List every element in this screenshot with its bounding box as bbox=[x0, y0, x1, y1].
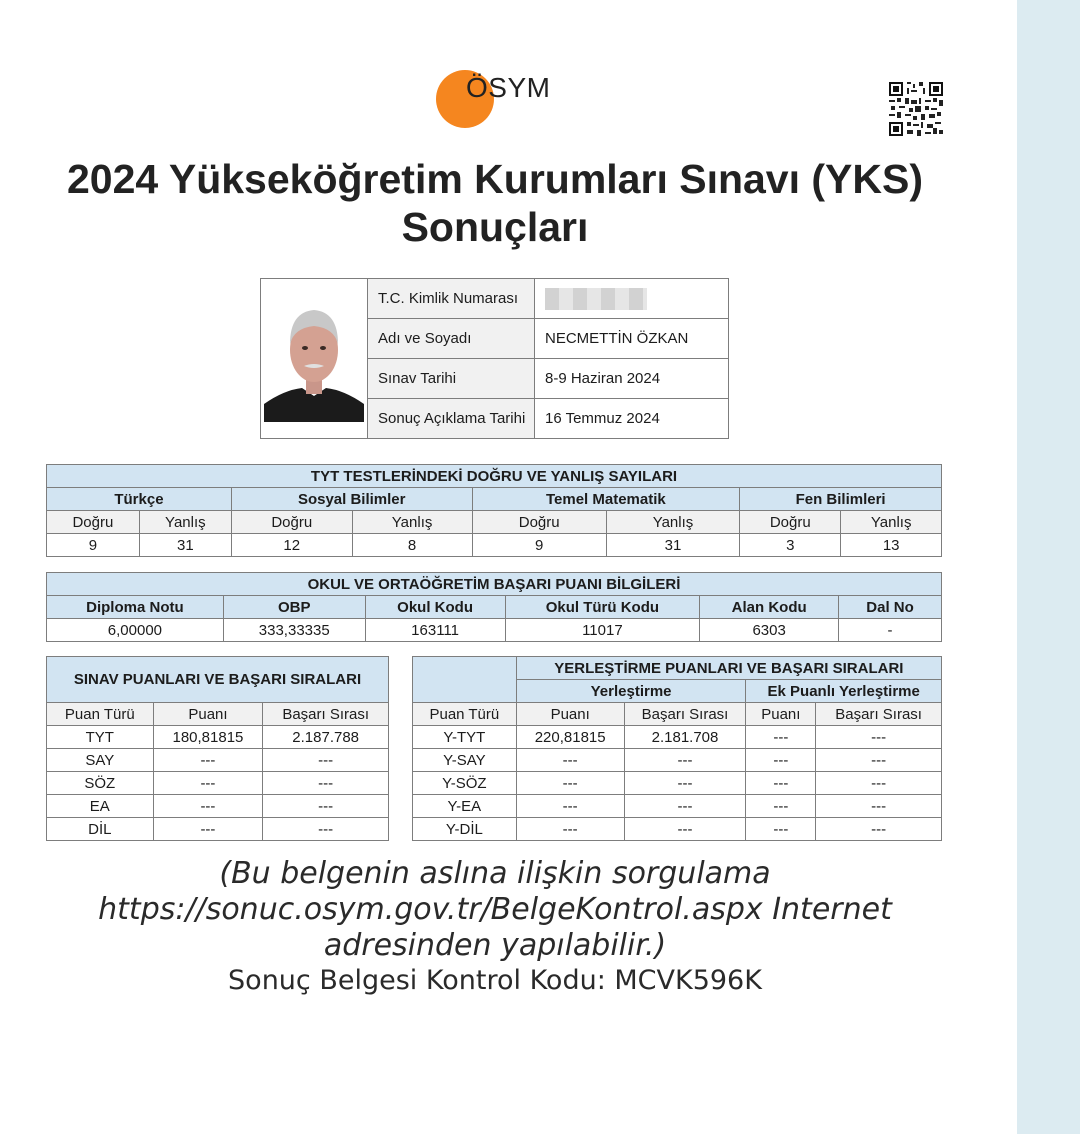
table-row bbox=[47, 726, 389, 749]
table-row bbox=[47, 795, 389, 818]
dogru-header: Doğru bbox=[472, 511, 606, 534]
table-cell: Y-SÖZ bbox=[413, 772, 517, 795]
table-cell: 3 bbox=[740, 534, 841, 557]
table-cell: 12 bbox=[231, 534, 352, 557]
table-row bbox=[413, 749, 942, 772]
table-cell: --- bbox=[153, 749, 263, 772]
tyt-table-title: TYT TESTLERİNDEKİ DOĞRU VE YANLIŞ SAYILARI bbox=[47, 465, 942, 488]
column-header: Puan Türü bbox=[47, 703, 154, 726]
table-cell: 13 bbox=[841, 534, 942, 557]
table-cell: 163111 bbox=[365, 619, 505, 642]
table-cell: 220,81815 bbox=[516, 726, 624, 749]
table-cell: --- bbox=[816, 795, 942, 818]
yerlestirme-table-title: YERLEŞTİRME PUANLARI VE BAŞARI SIRALARI bbox=[516, 657, 941, 680]
table-cell: DİL bbox=[47, 818, 154, 841]
table-cell: 9 bbox=[472, 534, 606, 557]
table-cell: --- bbox=[624, 818, 746, 841]
yerlestirme-group-header: Yerleştirme bbox=[516, 680, 746, 703]
table-cell: --- bbox=[816, 818, 942, 841]
table-cell: Y-DİL bbox=[413, 818, 517, 841]
table-row bbox=[47, 818, 389, 841]
table-cell: - bbox=[839, 619, 942, 642]
page-title bbox=[30, 155, 960, 251]
dogru-header: Doğru bbox=[740, 511, 841, 534]
photo-cell bbox=[261, 279, 368, 439]
table-cell: --- bbox=[263, 818, 389, 841]
qr-code-icon bbox=[889, 82, 943, 136]
osym-logo bbox=[436, 70, 566, 130]
table-cell: --- bbox=[746, 772, 816, 795]
tyt-section-header: Temel Matematik bbox=[472, 488, 740, 511]
yerlestirme-puanlari-table bbox=[412, 656, 942, 841]
title-line-1: 2024 Yükseköğretim Kurumları Sınavı (YKS) bbox=[66, 156, 923, 202]
control-code: Sonuç Belgesi Kontrol Kodu: MCVK596K bbox=[228, 965, 762, 996]
table-cell: --- bbox=[153, 818, 263, 841]
sinav-puanlari-table bbox=[46, 656, 389, 841]
table-cell: EA bbox=[47, 795, 154, 818]
table-cell: 11017 bbox=[505, 619, 700, 642]
table-cell: Y-SAY bbox=[413, 749, 517, 772]
table-cell: --- bbox=[516, 772, 624, 795]
table-cell: --- bbox=[624, 749, 746, 772]
table-cell: --- bbox=[263, 772, 389, 795]
table-cell: 333,33335 bbox=[223, 619, 365, 642]
column-header: Başarı Sırası bbox=[624, 703, 746, 726]
table-cell: 9 bbox=[47, 534, 140, 557]
ek-puanli-group-header: Ek Puanlı Yerleştirme bbox=[746, 680, 942, 703]
table-cell: --- bbox=[263, 749, 389, 772]
table-cell: --- bbox=[816, 772, 942, 795]
label-ad-soyad: Adı ve Soyadı bbox=[368, 319, 535, 359]
column-header: Başarı Sırası bbox=[263, 703, 389, 726]
tyt-dogru-yanlis-table bbox=[46, 464, 942, 557]
table-cell: --- bbox=[746, 818, 816, 841]
column-header: Puanı bbox=[153, 703, 263, 726]
table-cell: 180,81815 bbox=[153, 726, 263, 749]
value-tc-kimlik bbox=[535, 279, 729, 319]
sinav-table-title: SINAV PUANLARI VE BAŞARI SIRALARI bbox=[47, 657, 389, 703]
yanlis-header: Yanlış bbox=[606, 511, 739, 534]
column-header: Dal No bbox=[839, 596, 942, 619]
table-cell: 31 bbox=[139, 534, 231, 557]
verification-url-line: https://sonuc.osym.gov.tr/BelgeKontrol.aspx Internet bbox=[98, 892, 892, 927]
candidate-info-table bbox=[260, 278, 729, 439]
redacted-id-mask bbox=[545, 288, 647, 310]
table-row bbox=[47, 749, 389, 772]
tyt-section-header: Türkçe bbox=[47, 488, 232, 511]
label-sonuc-tarihi: Sonuç Açıklama Tarihi bbox=[368, 399, 535, 439]
table-cell: --- bbox=[153, 772, 263, 795]
value-sinav-tarihi: 8-9 Haziran 2024 bbox=[535, 359, 729, 399]
dogru-header: Doğru bbox=[231, 511, 352, 534]
table-cell: 2.181.708 bbox=[624, 726, 746, 749]
table-cell: 6,00000 bbox=[47, 619, 224, 642]
column-header: Puan Türü bbox=[413, 703, 517, 726]
value-ad-soyad: NECMETTİN ÖZKAN bbox=[535, 319, 729, 359]
table-cell: --- bbox=[624, 795, 746, 818]
table-row bbox=[47, 772, 389, 795]
table-cell: --- bbox=[746, 749, 816, 772]
table-cell: Y-EA bbox=[413, 795, 517, 818]
table-cell: 31 bbox=[606, 534, 739, 557]
candidate-photo bbox=[264, 292, 364, 422]
table-cell: --- bbox=[746, 795, 816, 818]
column-header: OBP bbox=[223, 596, 365, 619]
table-cell: TYT bbox=[47, 726, 154, 749]
yanlis-header: Yanlış bbox=[841, 511, 942, 534]
verification-note bbox=[30, 856, 960, 964]
verification-note-line: (Bu belgenin aslına ilişkin sorgulama bbox=[219, 856, 771, 891]
table-cell: --- bbox=[263, 795, 389, 818]
table-cell: --- bbox=[816, 749, 942, 772]
obp-table-title: OKUL VE ORTAÖĞRETİM BAŞARI PUANI BİLGİLERİ bbox=[47, 573, 942, 596]
table-cell: 8 bbox=[352, 534, 472, 557]
osym-logo-text: ÖSYM bbox=[466, 72, 551, 103]
value-sonuc-tarihi: 16 Temmuz 2024 bbox=[535, 399, 729, 439]
tyt-section-header: Fen Bilimleri bbox=[740, 488, 942, 511]
table-cell: --- bbox=[153, 795, 263, 818]
tyt-section-header: Sosyal Bilimler bbox=[231, 488, 472, 511]
table-cell: --- bbox=[516, 795, 624, 818]
column-header: Okul Türü Kodu bbox=[505, 596, 700, 619]
table-cell: --- bbox=[746, 726, 816, 749]
column-header: Puanı bbox=[516, 703, 624, 726]
table-cell: --- bbox=[516, 818, 624, 841]
verification-note-line: adresinden yapılabilir.) bbox=[323, 928, 667, 963]
table-cell: SAY bbox=[47, 749, 154, 772]
yanlis-header: Yanlış bbox=[139, 511, 231, 534]
yanlis-header: Yanlış bbox=[352, 511, 472, 534]
table-row bbox=[413, 772, 942, 795]
table-cell: --- bbox=[816, 726, 942, 749]
table-row bbox=[413, 795, 942, 818]
column-header: Okul Kodu bbox=[365, 596, 505, 619]
table-cell: SÖZ bbox=[47, 772, 154, 795]
table-cell: --- bbox=[516, 749, 624, 772]
column-header: Diploma Notu bbox=[47, 596, 224, 619]
yer-empty-corner bbox=[413, 657, 517, 703]
obp-table bbox=[46, 572, 942, 642]
label-tc-kimlik: T.C. Kimlik Numarası bbox=[368, 279, 535, 319]
dogru-header: Doğru bbox=[47, 511, 140, 534]
table-cell: 2.187.788 bbox=[263, 726, 389, 749]
table-row bbox=[413, 818, 942, 841]
label-sinav-tarihi: Sınav Tarihi bbox=[368, 359, 535, 399]
column-header: Puanı bbox=[746, 703, 816, 726]
column-header: Alan Kodu bbox=[700, 596, 839, 619]
table-cell: Y-TYT bbox=[413, 726, 517, 749]
table-cell: --- bbox=[624, 772, 746, 795]
table-row bbox=[413, 726, 942, 749]
table-cell: 6303 bbox=[700, 619, 839, 642]
title-line-2: Sonuçları bbox=[401, 204, 589, 250]
right-edge-strip bbox=[1017, 0, 1080, 1134]
column-header: Başarı Sırası bbox=[816, 703, 942, 726]
